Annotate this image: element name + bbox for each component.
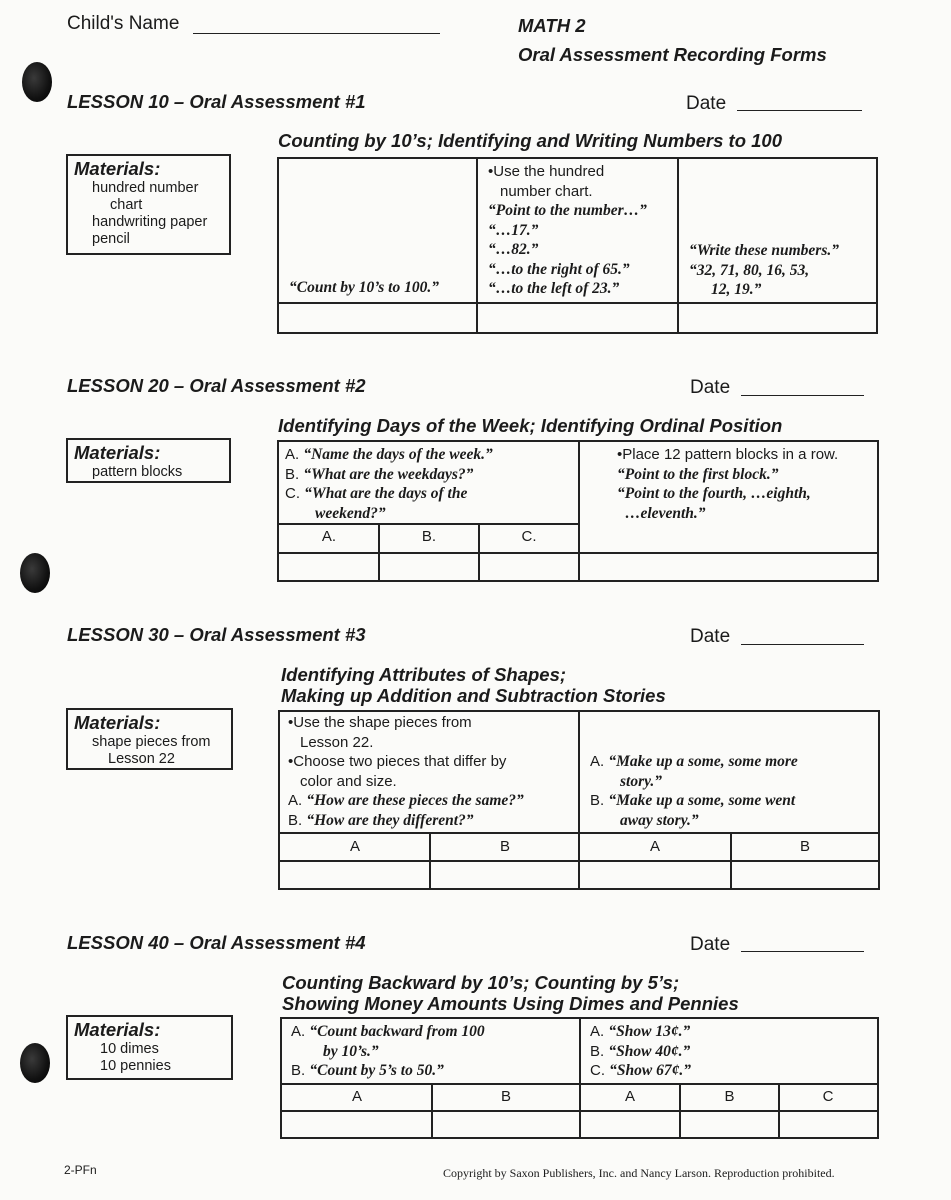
column-label: B (499, 838, 510, 855)
column-label: A. (321, 528, 337, 545)
lesson-30-materials-box (66, 708, 233, 770)
lesson-40-date-label: Date (690, 934, 731, 955)
child-name-label: Child's Name (67, 13, 180, 34)
lesson-10-date-field[interactable] (737, 110, 862, 111)
lesson-40-title: LESSON 40 – Oral Assessment #4 (67, 932, 366, 953)
page-code: 2-PFn (64, 1163, 97, 1177)
materials-item: 10 dimes (100, 1041, 159, 1057)
lesson-20-date-label: Date (690, 377, 731, 398)
lesson-40-prompts-money: A. “Show 13¢.” B. “Show 40¢.” C. “Show 67¢.” (590, 1023, 692, 1079)
materials-item: 10 pennies (100, 1058, 171, 1074)
column-label: C (822, 1088, 834, 1105)
lesson-10-grid (277, 157, 878, 334)
lesson-40-materials-box (66, 1015, 233, 1080)
lesson-30-title: LESSON 30 – Oral Assessment #3 (67, 624, 366, 645)
lesson-40-topic: Counting Backward by 10’s; Counting by 5’s; Showing Money Amounts Using Dimes and Pennies (282, 972, 739, 1014)
lesson-10-title: LESSON 10 – Oral Assessment #1 (67, 91, 366, 112)
column-label: B (500, 1088, 511, 1105)
lesson-30-topic: Identifying Attributes of Shapes; Making up Addition and Subtraction Stories (281, 664, 666, 706)
lesson-30-prompts-shapes: •Use the shape pieces from Lesson 22. •Choose two pieces that differ by color and size. A. “How are these pieces the same?” B. “How are they different?” (288, 714, 524, 829)
materials-label: Materials: (74, 442, 161, 463)
lesson-20-materials-box (66, 438, 231, 483)
column-label: C. (521, 528, 537, 545)
materials-item: Lesson 22 (108, 751, 175, 767)
lesson-30-date-label: Date (690, 626, 731, 647)
lesson-40-grid (280, 1017, 879, 1139)
column-label: B (724, 1088, 735, 1105)
materials-label: Materials: (74, 712, 161, 733)
materials-item: handwriting paper (92, 214, 208, 230)
binder-hole (20, 553, 50, 593)
lesson-40-prompts-counting: A. “Count backward from 100 by 10’s.” B. “Count by 5’s to 50.” (291, 1023, 485, 1079)
form-title: Oral Assessment Recording Forms (518, 44, 827, 65)
lesson-10-prompt-count: “Count by 10’s to 100.” (289, 279, 439, 296)
column-label: A (351, 1088, 362, 1105)
binder-hole (22, 62, 52, 102)
materials-item: hundred number (92, 180, 199, 196)
materials-item: pencil (92, 231, 130, 247)
lesson-20-date-field[interactable] (741, 395, 864, 396)
lesson-10-prompt-write: “Write these numbers.” “32, 71, 80, 16, 53, 12, 19.” (689, 242, 839, 298)
lesson-10-materials-box (66, 154, 231, 255)
child-name-field[interactable] (193, 33, 440, 34)
lesson-10-prompt-chart: •Use the hundred number chart. “Point to the number…” “…17.” “…82.” “…to the right of 65.” “…to the left of 23.” (488, 163, 647, 297)
lesson-10-topic: Counting by 10’s; Identifying and Writing Numbers to 100 (278, 130, 782, 151)
course-title: MATH 2 (518, 15, 586, 36)
lesson-30-prompts-stories: A. “Make up a some, some more story.” B. “Make up a some, some went away story.” (590, 753, 798, 829)
materials-item: chart (110, 197, 143, 213)
materials-item: pattern blocks (92, 464, 183, 480)
column-label: A (349, 838, 360, 855)
binder-hole (20, 1043, 50, 1083)
lesson-20-grid (277, 440, 879, 582)
lesson-30-date-field[interactable] (741, 644, 864, 645)
materials-label: Materials: (74, 158, 161, 179)
materials-item: shape pieces from (92, 734, 211, 750)
lesson-20-prompts-ordinal: •Place 12 pattern blocks in a row. “Point to the first block.” “Point to the fourth, …eighth, …eleventh.” (617, 446, 839, 522)
column-label: A (649, 838, 660, 855)
lesson-10-date-label: Date (686, 93, 727, 114)
lesson-20-prompts-days: A. “Name the days of the week.” B. “What are the weekdays?” C. “What are the days of the weekend?” (285, 446, 493, 522)
column-label: B (799, 838, 810, 855)
copyright-notice: Copyright by Saxon Publishers, Inc. and Nancy Larson. Reproduction prohibited. (443, 1166, 835, 1180)
lesson-30-grid (278, 710, 880, 890)
lesson-20-title: LESSON 20 – Oral Assessment #2 (67, 375, 366, 396)
column-label: B. (421, 528, 437, 545)
lesson-20-topic: Identifying Days of the Week; Identifying Ordinal Position (278, 415, 783, 436)
column-label: A (624, 1088, 635, 1105)
materials-label: Materials: (74, 1019, 161, 1040)
lesson-40-date-field[interactable] (741, 951, 864, 952)
